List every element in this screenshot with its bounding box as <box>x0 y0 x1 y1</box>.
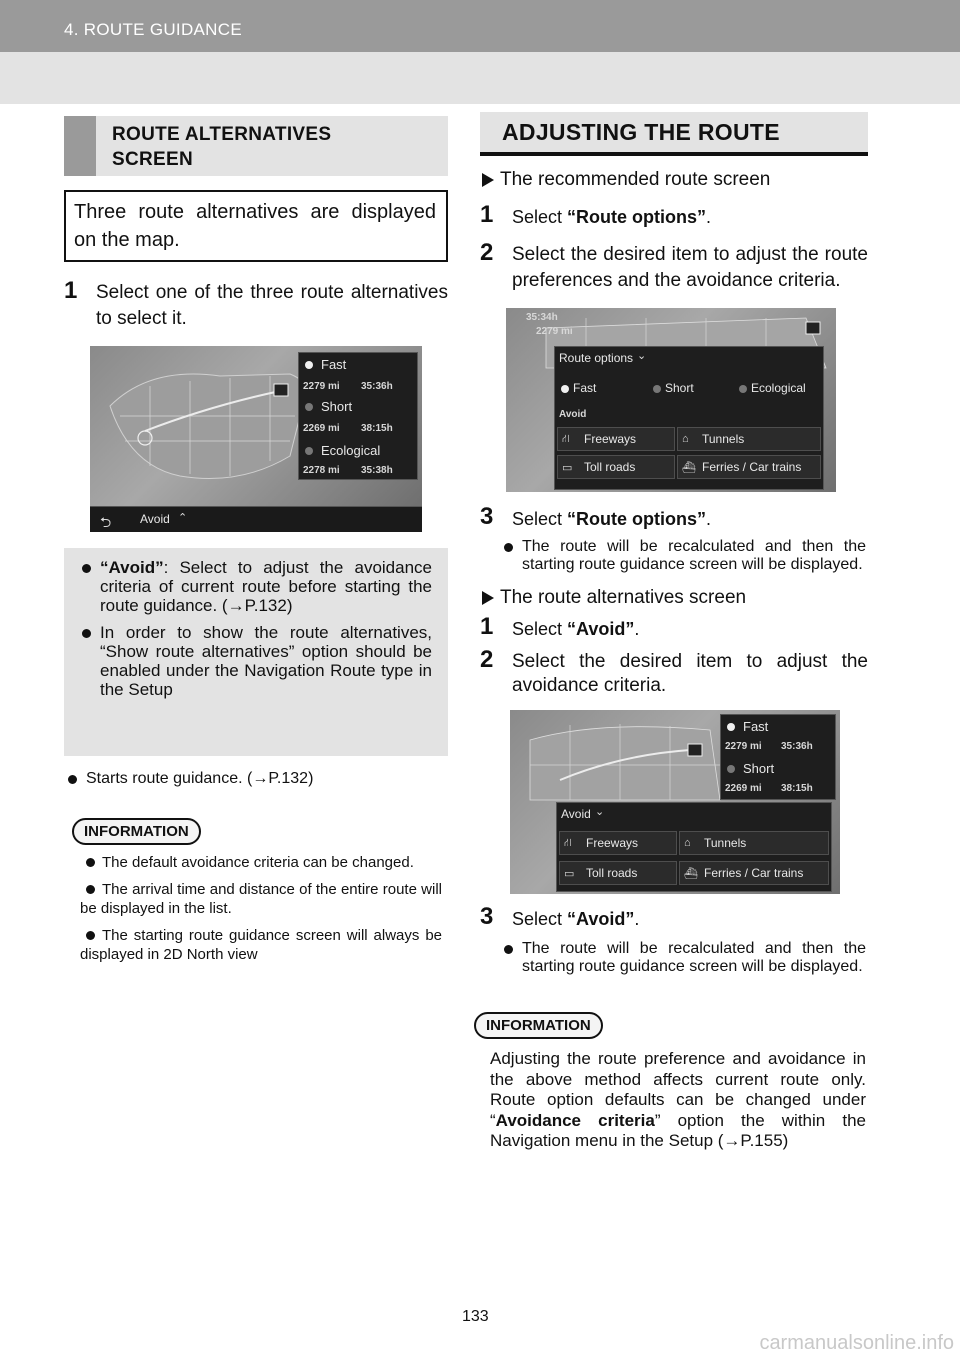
chevron-down-icon[interactable]: ⌄ <box>637 350 647 362</box>
info-text: Adjusting the route preference and avoidance in the above method affects current route only. Route option defaults can be changed under “ <box>490 1049 866 1130</box>
bullet-dot <box>504 945 513 954</box>
bullet-dot <box>86 885 95 894</box>
info-item-3 <box>80 926 442 964</box>
bullet-dot <box>504 543 513 552</box>
note-term-avoid: “Avoid” <box>100 558 164 577</box>
option-distance-fast: 2279 mi <box>725 741 762 752</box>
bullet-dot <box>82 629 91 638</box>
subhead-text: The recommended route screen <box>500 169 771 190</box>
radio-ecological[interactable] <box>305 447 313 455</box>
option-time-short: 38:15h <box>361 423 393 434</box>
avoid-label: Avoid <box>559 409 587 420</box>
information-label: INFORMATION <box>72 818 201 845</box>
step-number: 1 <box>64 277 78 304</box>
menu-title: Route options <box>559 351 634 365</box>
option-short[interactable]: Short <box>665 381 694 395</box>
chevron-up-icon: ⌃ <box>178 512 188 524</box>
section-title: ADJUSTING THE ROUTE <box>502 119 780 145</box>
step-term: “Route options” <box>567 509 707 529</box>
tunnel-icon: ⌂ <box>684 837 691 849</box>
avoid-toll-roads-button[interactable] <box>557 455 675 479</box>
avoid-toll-roads-button[interactable] <box>559 861 677 885</box>
radio-fast[interactable] <box>305 361 313 369</box>
option-distance-short: 2269 mi <box>725 783 762 794</box>
step-number: 3 <box>480 503 494 530</box>
s2-step-1 <box>480 613 868 642</box>
page-number: 133 <box>462 1308 489 1325</box>
s1-step-1 <box>480 201 868 230</box>
avoid-item-label: Toll roads <box>584 460 636 474</box>
option-distance-fast: 2279 mi <box>303 381 340 392</box>
bullet-text: The route will be recalculated and then the starting route guidance screen will be displayed. <box>522 940 866 975</box>
step-text: . <box>634 619 640 639</box>
step-text: . <box>706 509 712 529</box>
step-text: Select the desired item to adjust the avoidance criteria. <box>512 651 868 696</box>
step-term: “Avoid” <box>567 909 635 929</box>
avoid-item-label: Toll roads <box>586 866 638 880</box>
bullet-dot <box>82 564 91 573</box>
step-text: . <box>706 207 712 227</box>
option-label-fast[interactable]: Fast <box>321 357 347 372</box>
lead-box: Three route alternatives are displayed on the map. <box>64 190 448 262</box>
note-item-avoid <box>76 558 432 615</box>
option-label-short[interactable]: Short <box>743 761 775 776</box>
avoid-item-label: Tunnels <box>704 836 747 850</box>
triangle-bullet-icon <box>482 173 494 187</box>
ferry-icon: ⛴ <box>682 462 696 474</box>
chevron-down-icon[interactable]: ⌄ <box>595 806 605 818</box>
option-distance-short: 2269 mi <box>303 423 340 434</box>
tunnel-icon: ⌂ <box>682 433 689 445</box>
avoid-item-label: Tunnels <box>702 432 745 446</box>
step-text: Select <box>512 207 568 227</box>
avoid-item-label: Freeways <box>586 836 639 850</box>
note-text-avoid: : Select to adjust the avoidance criteria of current route before starting the route guidance. (→P.132) <box>100 558 432 615</box>
bullet-dot <box>68 775 77 784</box>
avoid-menu-screenshot <box>510 710 840 894</box>
header-sub-bar <box>0 52 960 104</box>
option-time-ecological: 35:38h <box>361 465 393 476</box>
watermark-text: carmanualsonline.info <box>759 1332 954 1354</box>
bottom-bar <box>90 506 422 532</box>
info-list-left <box>80 853 442 964</box>
eta-time: 35:34h <box>526 312 558 323</box>
subhead-route-alternatives <box>480 586 868 610</box>
bullet-dot <box>86 931 95 940</box>
radio-fast[interactable] <box>727 723 735 731</box>
toll-icon: ▭ <box>562 462 573 474</box>
avoid-ferries-button[interactable] <box>677 455 821 479</box>
option-ecological[interactable]: Ecological <box>751 381 806 395</box>
option-label-fast[interactable]: Fast <box>743 719 769 734</box>
s2-step-2 <box>480 646 868 698</box>
radio-short[interactable] <box>727 765 735 773</box>
left-column <box>64 116 448 964</box>
starts-route-guidance <box>64 770 448 788</box>
avoid-item-label: Ferries / Car trains <box>702 460 802 474</box>
step-text: Select the desired item to adjust the route preferences and the avoidance criteria. <box>512 244 868 291</box>
option-time-fast: 35:36h <box>781 741 813 752</box>
bullet-text: The route will be recalculated and then the starting route guidance screen will be displayed. <box>522 538 866 573</box>
section-header-stripe <box>64 116 96 176</box>
step-1 <box>64 277 448 332</box>
route-alternatives-screenshot <box>90 346 422 532</box>
avoid-item-label: Ferries / Car trains <box>704 866 804 880</box>
section-header-adjusting-route <box>480 112 868 156</box>
radio-ecological[interactable] <box>739 385 747 393</box>
note-text-show-alternatives: In order to show the route alternatives, “Show route alternatives” option should be enabled under the Navigation Route type in the Setup <box>100 623 432 699</box>
s1-step-3 <box>480 503 868 532</box>
option-label-short[interactable]: Short <box>321 399 353 414</box>
return-arrow-icon[interactable]: ⮌ <box>100 514 112 530</box>
step-number: 2 <box>480 239 494 266</box>
step-number: 2 <box>480 646 494 673</box>
avoid-tunnels-button[interactable] <box>677 427 821 451</box>
route-options-menu <box>554 346 824 490</box>
step-text: Select one of the three route alternatives to select it. <box>96 282 448 329</box>
triangle-bullet-icon <box>482 591 494 605</box>
info-text: The default avoidance criteria can be changed. <box>102 854 414 871</box>
step-term: “Route options” <box>567 207 707 227</box>
radio-short[interactable] <box>305 403 313 411</box>
info-item-1 <box>80 853 442 872</box>
note-item-show-alternatives <box>76 623 432 699</box>
option-fast[interactable]: Fast <box>573 381 597 395</box>
right-column <box>480 112 868 1152</box>
info-section-left <box>72 818 448 845</box>
subhead-text: The route alternatives screen <box>500 587 747 608</box>
radio-short[interactable] <box>653 385 661 393</box>
info-paragraph-right <box>490 1049 866 1152</box>
option-time-short: 38:15h <box>781 783 813 794</box>
step-text: Select <box>512 909 568 929</box>
step-number: 1 <box>480 613 494 640</box>
s1-step-2 <box>480 239 868 294</box>
radio-fast[interactable] <box>561 385 569 393</box>
avoid-freeways-button[interactable] <box>557 427 675 451</box>
freeway-icon: ⛙ <box>562 433 570 445</box>
information-label: INFORMATION <box>474 1012 603 1039</box>
route-alternatives-panel <box>720 714 836 800</box>
info-item-2 <box>80 880 442 918</box>
avoid-ferries-button[interactable] <box>679 861 829 885</box>
step-number: 1 <box>480 201 494 228</box>
route-options-screenshot <box>506 308 836 492</box>
route-options-panel <box>298 352 418 480</box>
step-text: Select <box>512 619 568 639</box>
chapter-title: 4. ROUTE GUIDANCE <box>64 20 242 39</box>
subhead-recommended-route <box>480 168 868 192</box>
info-text: ” option the within the Navigation menu in the Setup (→P.155) <box>490 1110 866 1150</box>
section-header-route-alternatives <box>64 116 448 176</box>
info-term: Avoidance criteria <box>495 1110 655 1130</box>
ferry-icon: ⛴ <box>684 868 698 880</box>
info-text: The arrival time and distance of the entire route will be displayed in the list. <box>80 881 442 917</box>
step-term: “Avoid” <box>567 619 635 639</box>
avoid-note-box <box>64 548 448 756</box>
s2-step-3 <box>480 903 868 932</box>
info-section-right <box>474 1012 868 1039</box>
option-time-fast: 35:36h <box>361 381 393 392</box>
step-text: Select <box>512 509 568 529</box>
toll-icon: ▭ <box>564 868 575 880</box>
route-distance: 2279 mi <box>536 326 573 337</box>
avoid-menu <box>556 802 832 892</box>
avoid-item-label: Freeways <box>584 432 637 446</box>
avoid-button[interactable]: Avoid <box>140 512 170 526</box>
bullet-dot <box>86 858 95 867</box>
avoid-tunnels-button[interactable] <box>679 831 829 855</box>
s1-result-bullet <box>500 538 866 574</box>
step-number: 3 <box>480 903 494 930</box>
option-distance-ecological: 2278 mi <box>303 465 340 476</box>
avoid-menu-title: Avoid <box>561 807 591 821</box>
freeway-icon: ⛙ <box>564 837 572 849</box>
option-label-ecological[interactable]: Ecological <box>321 443 381 458</box>
avoid-freeways-button[interactable] <box>559 831 677 855</box>
section-title: ROUTE ALTERNATIVES SCREEN <box>112 124 332 170</box>
info-text: The starting route guidance screen will always be displayed in 2D North view <box>80 927 442 963</box>
s2-result-bullet <box>500 940 866 976</box>
starts-text: Starts route guidance. (→P.132) <box>86 770 314 787</box>
step-text: . <box>634 909 640 929</box>
chapter-header-bar <box>0 0 960 52</box>
